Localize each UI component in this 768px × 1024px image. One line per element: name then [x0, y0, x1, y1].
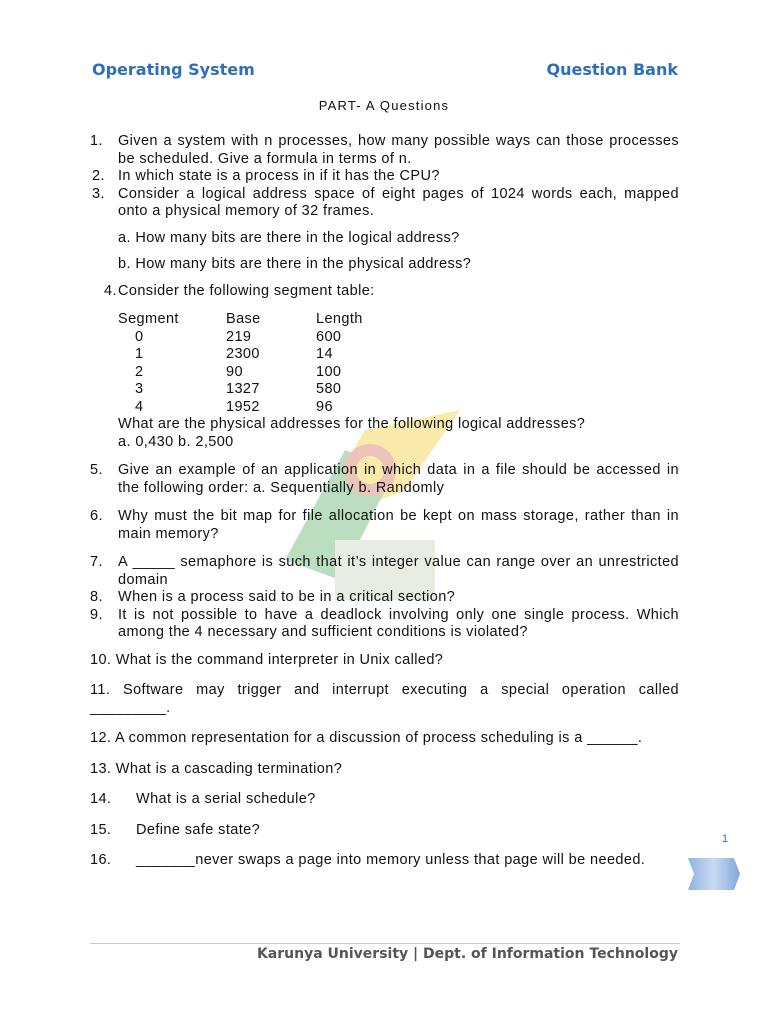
table-cell: 1952	[226, 398, 260, 415]
question-text: In which state is a process in if it has the CPU?	[118, 168, 440, 184]
column-header: Segment	[118, 311, 179, 327]
page-number: 1	[722, 833, 729, 845]
question-10: 10. What is the command interpreter in Unix called?	[90, 651, 444, 668]
question-text: _______never swaps a page into memory unless that page will be needed.	[136, 852, 646, 868]
question-text: When is a process said to be in a critical section?	[118, 589, 456, 605]
document-header-right: Question Bank	[546, 60, 678, 79]
table-cell: 600	[316, 328, 342, 345]
table-row	[118, 399, 363, 417]
question-number: 8.	[90, 589, 103, 605]
question-list	[90, 133, 679, 870]
question-number: 15.	[90, 821, 112, 838]
document-footer: Karunya University | Dept. of Information Technology	[256, 946, 678, 962]
question-4-followup: What are the physical addresses for the following logical addresses?	[118, 416, 586, 432]
table-cell: 14	[316, 346, 333, 362]
question-15	[90, 822, 679, 840]
table-row	[118, 329, 363, 347]
table-row	[118, 364, 363, 382]
question-8	[90, 589, 679, 607]
question-7	[90, 554, 679, 589]
question-number: 1.	[90, 133, 103, 149]
document-header-left: Operating System	[92, 60, 255, 79]
question-number: 16.	[90, 852, 112, 868]
question-text: Why must the bit map for file allocation be kept on mass storage, rather than in main memory?	[118, 508, 679, 542]
table-cell: 0	[135, 328, 144, 345]
question-number: 4.	[104, 282, 117, 299]
question-text: Give an example of an application in which data in a file should be accessed in the following order: a. Sequentially b. Randomly	[118, 462, 679, 496]
table-cell: 580	[316, 381, 342, 397]
table-header-row	[118, 311, 363, 329]
question-1	[90, 133, 679, 168]
table-cell: 1	[135, 346, 144, 362]
table-row	[118, 381, 363, 399]
question-text: Consider a logical address space of eight pages of 1024 words each, mapped onto a physical memory of 32 frames.	[118, 185, 679, 219]
column-header: Length	[316, 311, 363, 327]
table-cell: 2300	[226, 346, 260, 362]
question-16	[90, 852, 679, 870]
question-text: Consider the following segment table:	[118, 282, 375, 299]
question-14	[90, 791, 679, 809]
question-number: 7.	[90, 554, 103, 570]
page-tab-graphic	[688, 858, 740, 890]
question-3-part-b: b. How many bits are there in the physical address?	[118, 256, 472, 272]
question-9	[90, 607, 679, 642]
question-13: 13. What is a cascading termination?	[90, 760, 343, 777]
part-title: PART- A Questions	[318, 98, 450, 113]
question-6	[90, 508, 679, 543]
question-number: 6.	[90, 508, 103, 524]
question-text: It is not possible to have a deadlock involving only one single process. Which among the 4 necessary and sufficient conditions is violated?	[118, 606, 679, 640]
table-cell: 1327	[226, 381, 260, 397]
question-text: Define safe state?	[136, 821, 261, 838]
question-number: 14.	[90, 791, 112, 807]
column-header: Base	[226, 311, 261, 327]
question-3	[90, 186, 679, 221]
table-cell: 100	[316, 363, 342, 380]
question-text: Given a system with n processes, how many possible ways can those processes be scheduled. Give a formula in terms of n.	[118, 133, 679, 167]
table-cell: 96	[316, 398, 333, 415]
table-cell: 219	[226, 328, 252, 345]
question-number: 5.	[90, 462, 103, 478]
table-cell: 90	[226, 363, 243, 380]
question-12: 12. A common representation for a discussion of process scheduling is a ______.	[90, 730, 643, 746]
question-number: 9.	[90, 606, 103, 623]
table-cell: 3	[135, 381, 144, 397]
question-3-part-a: a. How many bits are there in the logical address?	[118, 229, 460, 246]
question-text: What is a serial schedule?	[136, 791, 316, 807]
question-5	[90, 462, 679, 497]
question-11: 11. Software may trigger and interrupt executing a special operation called _________.	[90, 682, 679, 716]
table-row	[118, 346, 363, 364]
question-4-options: a. 0,430 b. 2,500	[118, 433, 234, 450]
question-number: 3.	[92, 185, 105, 202]
table-cell: 2	[135, 363, 144, 380]
question-2	[90, 168, 679, 186]
question-number: 2.	[92, 168, 105, 184]
footer-divider	[90, 943, 680, 944]
question-text: A _____ semaphore is such that it’s integer value can range over an unrestricted domain	[118, 554, 679, 588]
segment-table	[118, 311, 363, 416]
question-4	[90, 283, 679, 301]
table-cell: 4	[135, 398, 144, 415]
